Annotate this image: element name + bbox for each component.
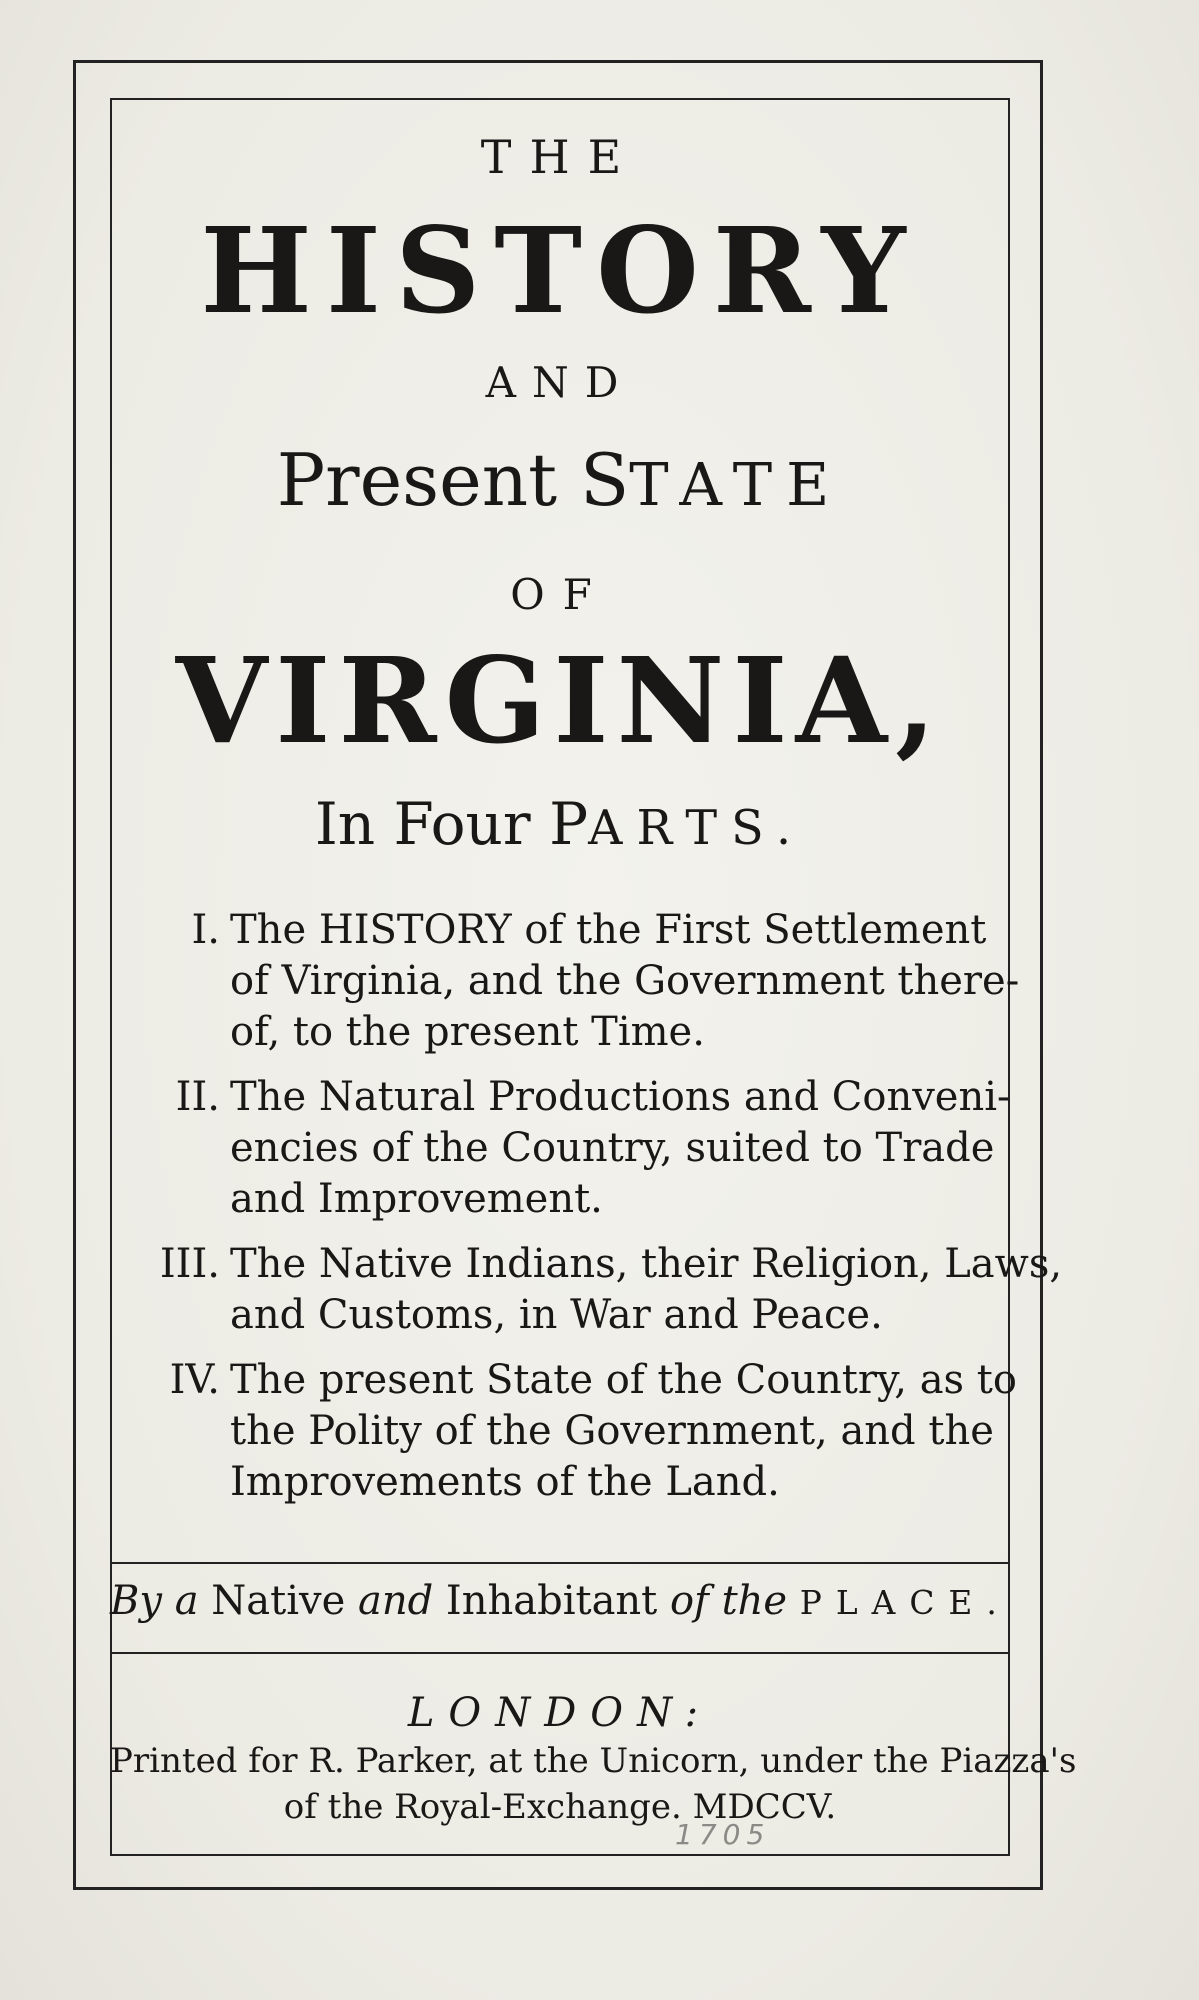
byline-and: and: [345, 1578, 446, 1624]
byline-by-a: By a: [110, 1578, 212, 1624]
title-present-state: [110, 438, 1010, 522]
part-numeral: II.: [175, 1074, 220, 1120]
byline-native: Native: [211, 1578, 346, 1624]
part-numeral: III.: [159, 1241, 220, 1287]
byline-inhabitant: Inhabitant: [445, 1578, 658, 1624]
part-text: [230, 1072, 1011, 1225]
byline: [110, 1578, 1010, 1624]
in-four: In Four: [314, 790, 550, 858]
state-rest: TATE: [629, 450, 844, 519]
part-line: Improvements of the Land.: [230, 1459, 780, 1505]
part-numeral: I.: [191, 907, 220, 953]
part-text: [230, 905, 1019, 1058]
imprint: [110, 1738, 1077, 1830]
pencil-annotation: 1705: [675, 1818, 771, 1851]
part-line: of, to the present Time.: [230, 1009, 705, 1055]
title-virginia: VIRGINIA,: [175, 631, 945, 770]
divider-bottom: [110, 1652, 1010, 1654]
state-initial: S: [579, 438, 630, 522]
imprint-city: LONDON:: [407, 1690, 713, 1736]
part-line: the Polity of the Government, and the: [230, 1408, 994, 1454]
title-four-parts: [110, 790, 1010, 858]
part-3: [120, 1239, 1063, 1341]
divider-top: [110, 1562, 1010, 1564]
part-2: [120, 1072, 1011, 1225]
part-text: [230, 1355, 1017, 1508]
part-line: and Improvement.: [230, 1176, 603, 1222]
title-and: AND: [485, 358, 635, 407]
parts-list: [120, 905, 1063, 1522]
part-numeral: IV.: [169, 1357, 220, 1403]
part-line: and Customs, in War and Peace.: [230, 1292, 883, 1338]
imprint-line-1: Printed for R. Parker, at the Unicorn, under the Piazza's: [110, 1741, 1077, 1781]
part-line: The HISTORY of the First Settlement: [230, 907, 987, 953]
part-text: [230, 1239, 1062, 1341]
part-line: of Virginia, and the Government there-: [230, 958, 1020, 1004]
byline-of-the: of the: [657, 1578, 800, 1624]
title-history: HISTORY: [200, 201, 920, 340]
parts-rest: ARTS.: [588, 801, 806, 856]
part-line: The Native Indians, their Religion, Laws,: [230, 1241, 1063, 1287]
part-line: encies of the Country, suited to Trade: [230, 1125, 995, 1171]
part-4: [120, 1355, 1017, 1508]
title-the: THE: [480, 130, 640, 184]
byline-place: PLACE.: [799, 1584, 1011, 1622]
part-line: The Natural Productions and Conveni-: [230, 1074, 1011, 1120]
imprint-line-2: of the Royal-Exchange. MDCCV.: [283, 1787, 837, 1827]
present-word: Present: [276, 438, 580, 522]
parts-initial: P: [549, 790, 589, 858]
title-of: OF: [510, 570, 610, 619]
part-1: [120, 905, 1020, 1058]
part-line: The present State of the Country, as to: [230, 1357, 1017, 1403]
